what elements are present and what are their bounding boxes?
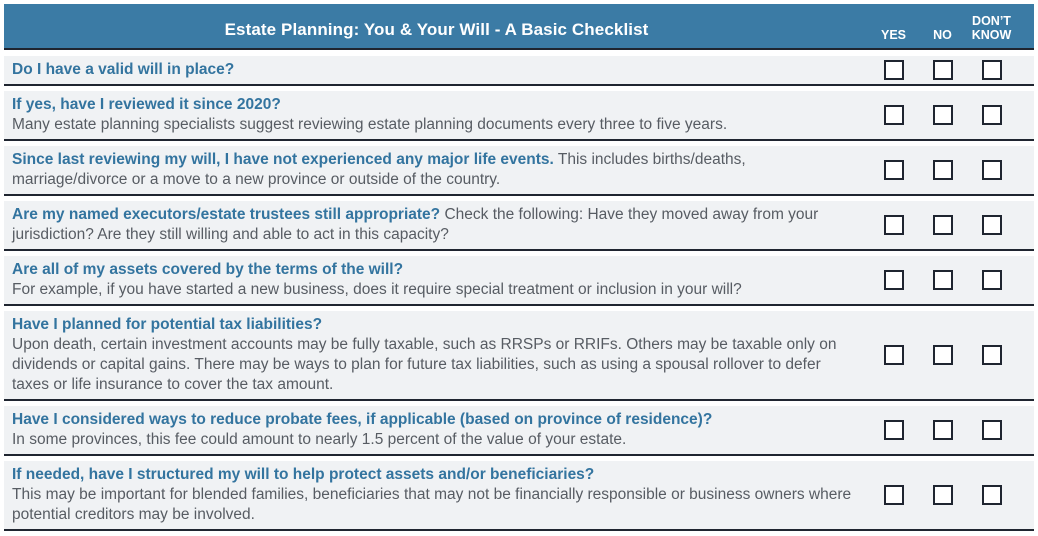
answer-boxes xyxy=(869,215,1034,235)
checklist-row xyxy=(4,256,1034,306)
yes-column-cell xyxy=(869,420,918,440)
row-text xyxy=(4,409,869,451)
description-text: Upon death, certain investment accounts may be fully taxable, such as RRSPs or RRIFs. Others may be taxable only on dividends or capital gains. There may be ways to plan for future tax liabilities, such as using a spousal rollover to defer taxes or life insurance to cover the tax amount. xyxy=(12,336,837,393)
checkbox-yes[interactable] xyxy=(884,420,904,440)
page-title: Estate Planning: You & Your Will - A Basic Checklist xyxy=(224,20,649,39)
checklist-body xyxy=(4,56,1034,531)
checkbox-no[interactable] xyxy=(933,345,953,365)
yes-column-cell xyxy=(869,215,918,235)
answer-boxes xyxy=(869,270,1034,290)
answer-boxes xyxy=(869,345,1034,365)
checkbox-yes[interactable] xyxy=(884,485,904,505)
checkbox-no[interactable] xyxy=(933,270,953,290)
description-text: This may be important for blended families, beneficiaries that may not be financially responsible or business owners where potential creditors may be involved. xyxy=(12,486,852,523)
column-header-dont-know: DON’T KNOW xyxy=(971,14,1012,42)
checkbox-no[interactable] xyxy=(933,105,953,125)
no-column-cell xyxy=(918,485,967,505)
row-text xyxy=(4,149,869,191)
question-text: Have I considered ways to reduce probate fees, if applicable (based on province of residence)? xyxy=(12,411,713,428)
checkbox-no[interactable] xyxy=(933,420,953,440)
row-text xyxy=(4,464,869,526)
checkbox-dont-know[interactable] xyxy=(982,160,1002,180)
no-column-cell xyxy=(918,105,967,125)
question-text: If needed, have I structured my will to help protect assets and/or beneficiaries? xyxy=(12,466,595,483)
question-text: Since last reviewing my will, I have not experienced any major life events. xyxy=(12,151,554,168)
row-paragraph xyxy=(12,205,859,245)
checklist-row xyxy=(4,91,1034,141)
question-text: Are all of my assets covered by the terms of the will? xyxy=(12,261,404,278)
answer-boxes xyxy=(869,105,1034,125)
yes-column-cell xyxy=(869,60,918,80)
description-text: Many estate planning specialists suggest reviewing estate planning documents every three to five years. xyxy=(12,116,728,133)
no-column-cell xyxy=(918,160,967,180)
checkbox-dont-know[interactable] xyxy=(982,270,1002,290)
checklist-row xyxy=(4,56,1034,86)
description-text: Check the following: Have they moved away from your jurisdiction? Are they still willing and able to act in this capacity? xyxy=(12,206,819,243)
question-text: Have I planned for potential tax liabilities? xyxy=(12,316,323,333)
checkbox-yes[interactable] xyxy=(884,105,904,125)
row-text xyxy=(4,94,869,136)
no-column-cell xyxy=(918,215,967,235)
checkbox-yes[interactable] xyxy=(884,270,904,290)
checkbox-dont-know[interactable] xyxy=(982,60,1002,80)
row-text xyxy=(4,204,869,246)
row-paragraph xyxy=(12,410,859,450)
answer-boxes xyxy=(869,60,1034,80)
question-text: If yes, have I reviewed it since 2020? xyxy=(12,96,281,113)
dont-know-column-cell xyxy=(967,215,1016,235)
row-text xyxy=(4,59,869,81)
checkbox-no[interactable] xyxy=(933,485,953,505)
dont-know-column-cell xyxy=(967,60,1016,80)
checkbox-yes[interactable] xyxy=(884,215,904,235)
description-text: In some provinces, this fee could amount to nearly 1.5 percent of the value of your estate. xyxy=(12,431,627,448)
row-paragraph xyxy=(12,260,859,300)
checkbox-yes[interactable] xyxy=(884,345,904,365)
description-text: For example, if you have started a new business, does it require special treatment or inclusion in your will? xyxy=(12,281,742,298)
dont-know-column-cell xyxy=(967,270,1016,290)
answer-boxes xyxy=(869,420,1034,440)
dont-know-column-cell xyxy=(967,345,1016,365)
checkbox-no[interactable] xyxy=(933,60,953,80)
question-text: Are my named executors/estate trustees still appropriate? xyxy=(12,206,441,223)
yes-column-cell xyxy=(869,485,918,505)
checkbox-dont-know[interactable] xyxy=(982,420,1002,440)
yes-column-cell xyxy=(869,270,918,290)
row-paragraph xyxy=(12,60,859,80)
answer-boxes xyxy=(869,485,1034,505)
dont-know-column-cell xyxy=(967,485,1016,505)
row-text xyxy=(4,314,869,396)
checkbox-no[interactable] xyxy=(933,215,953,235)
answer-column-headers xyxy=(869,4,1034,48)
yes-column-cell xyxy=(869,105,918,125)
no-column-cell xyxy=(918,420,967,440)
checklist-row xyxy=(4,406,1034,456)
row-text xyxy=(4,259,869,301)
dont-know-column-cell xyxy=(967,420,1016,440)
checklist-page xyxy=(4,4,1034,531)
row-paragraph xyxy=(12,465,859,525)
checklist-row xyxy=(4,201,1034,251)
column-header-no: NO xyxy=(933,28,952,42)
checklist-row xyxy=(4,311,1034,401)
column-header-yes: YES xyxy=(880,28,906,42)
no-column-cell xyxy=(918,60,967,80)
checkbox-no[interactable] xyxy=(933,160,953,180)
question-text: Do I have a valid will in place? xyxy=(12,61,235,78)
no-column-cell xyxy=(918,270,967,290)
description-text: This includes births/deaths, marriage/divorce or a move to a new province or outside of the country. xyxy=(12,151,746,188)
no-column-cell xyxy=(918,345,967,365)
answer-boxes xyxy=(869,160,1034,180)
yes-column-cell xyxy=(869,160,918,180)
checkbox-yes[interactable] xyxy=(884,60,904,80)
checkbox-yes[interactable] xyxy=(884,160,904,180)
checklist-header xyxy=(4,4,1034,50)
checklist-row xyxy=(4,146,1034,196)
checklist-row xyxy=(4,461,1034,531)
dont-know-column-cell xyxy=(967,160,1016,180)
checkbox-dont-know[interactable] xyxy=(982,215,1002,235)
yes-column-cell xyxy=(869,345,918,365)
row-paragraph xyxy=(12,315,859,395)
checkbox-dont-know[interactable] xyxy=(982,105,1002,125)
row-paragraph xyxy=(12,95,859,135)
row-paragraph xyxy=(12,150,859,190)
checkbox-dont-know[interactable] xyxy=(982,485,1002,505)
dont-know-column-cell xyxy=(967,105,1016,125)
checkbox-dont-know[interactable] xyxy=(982,345,1002,365)
